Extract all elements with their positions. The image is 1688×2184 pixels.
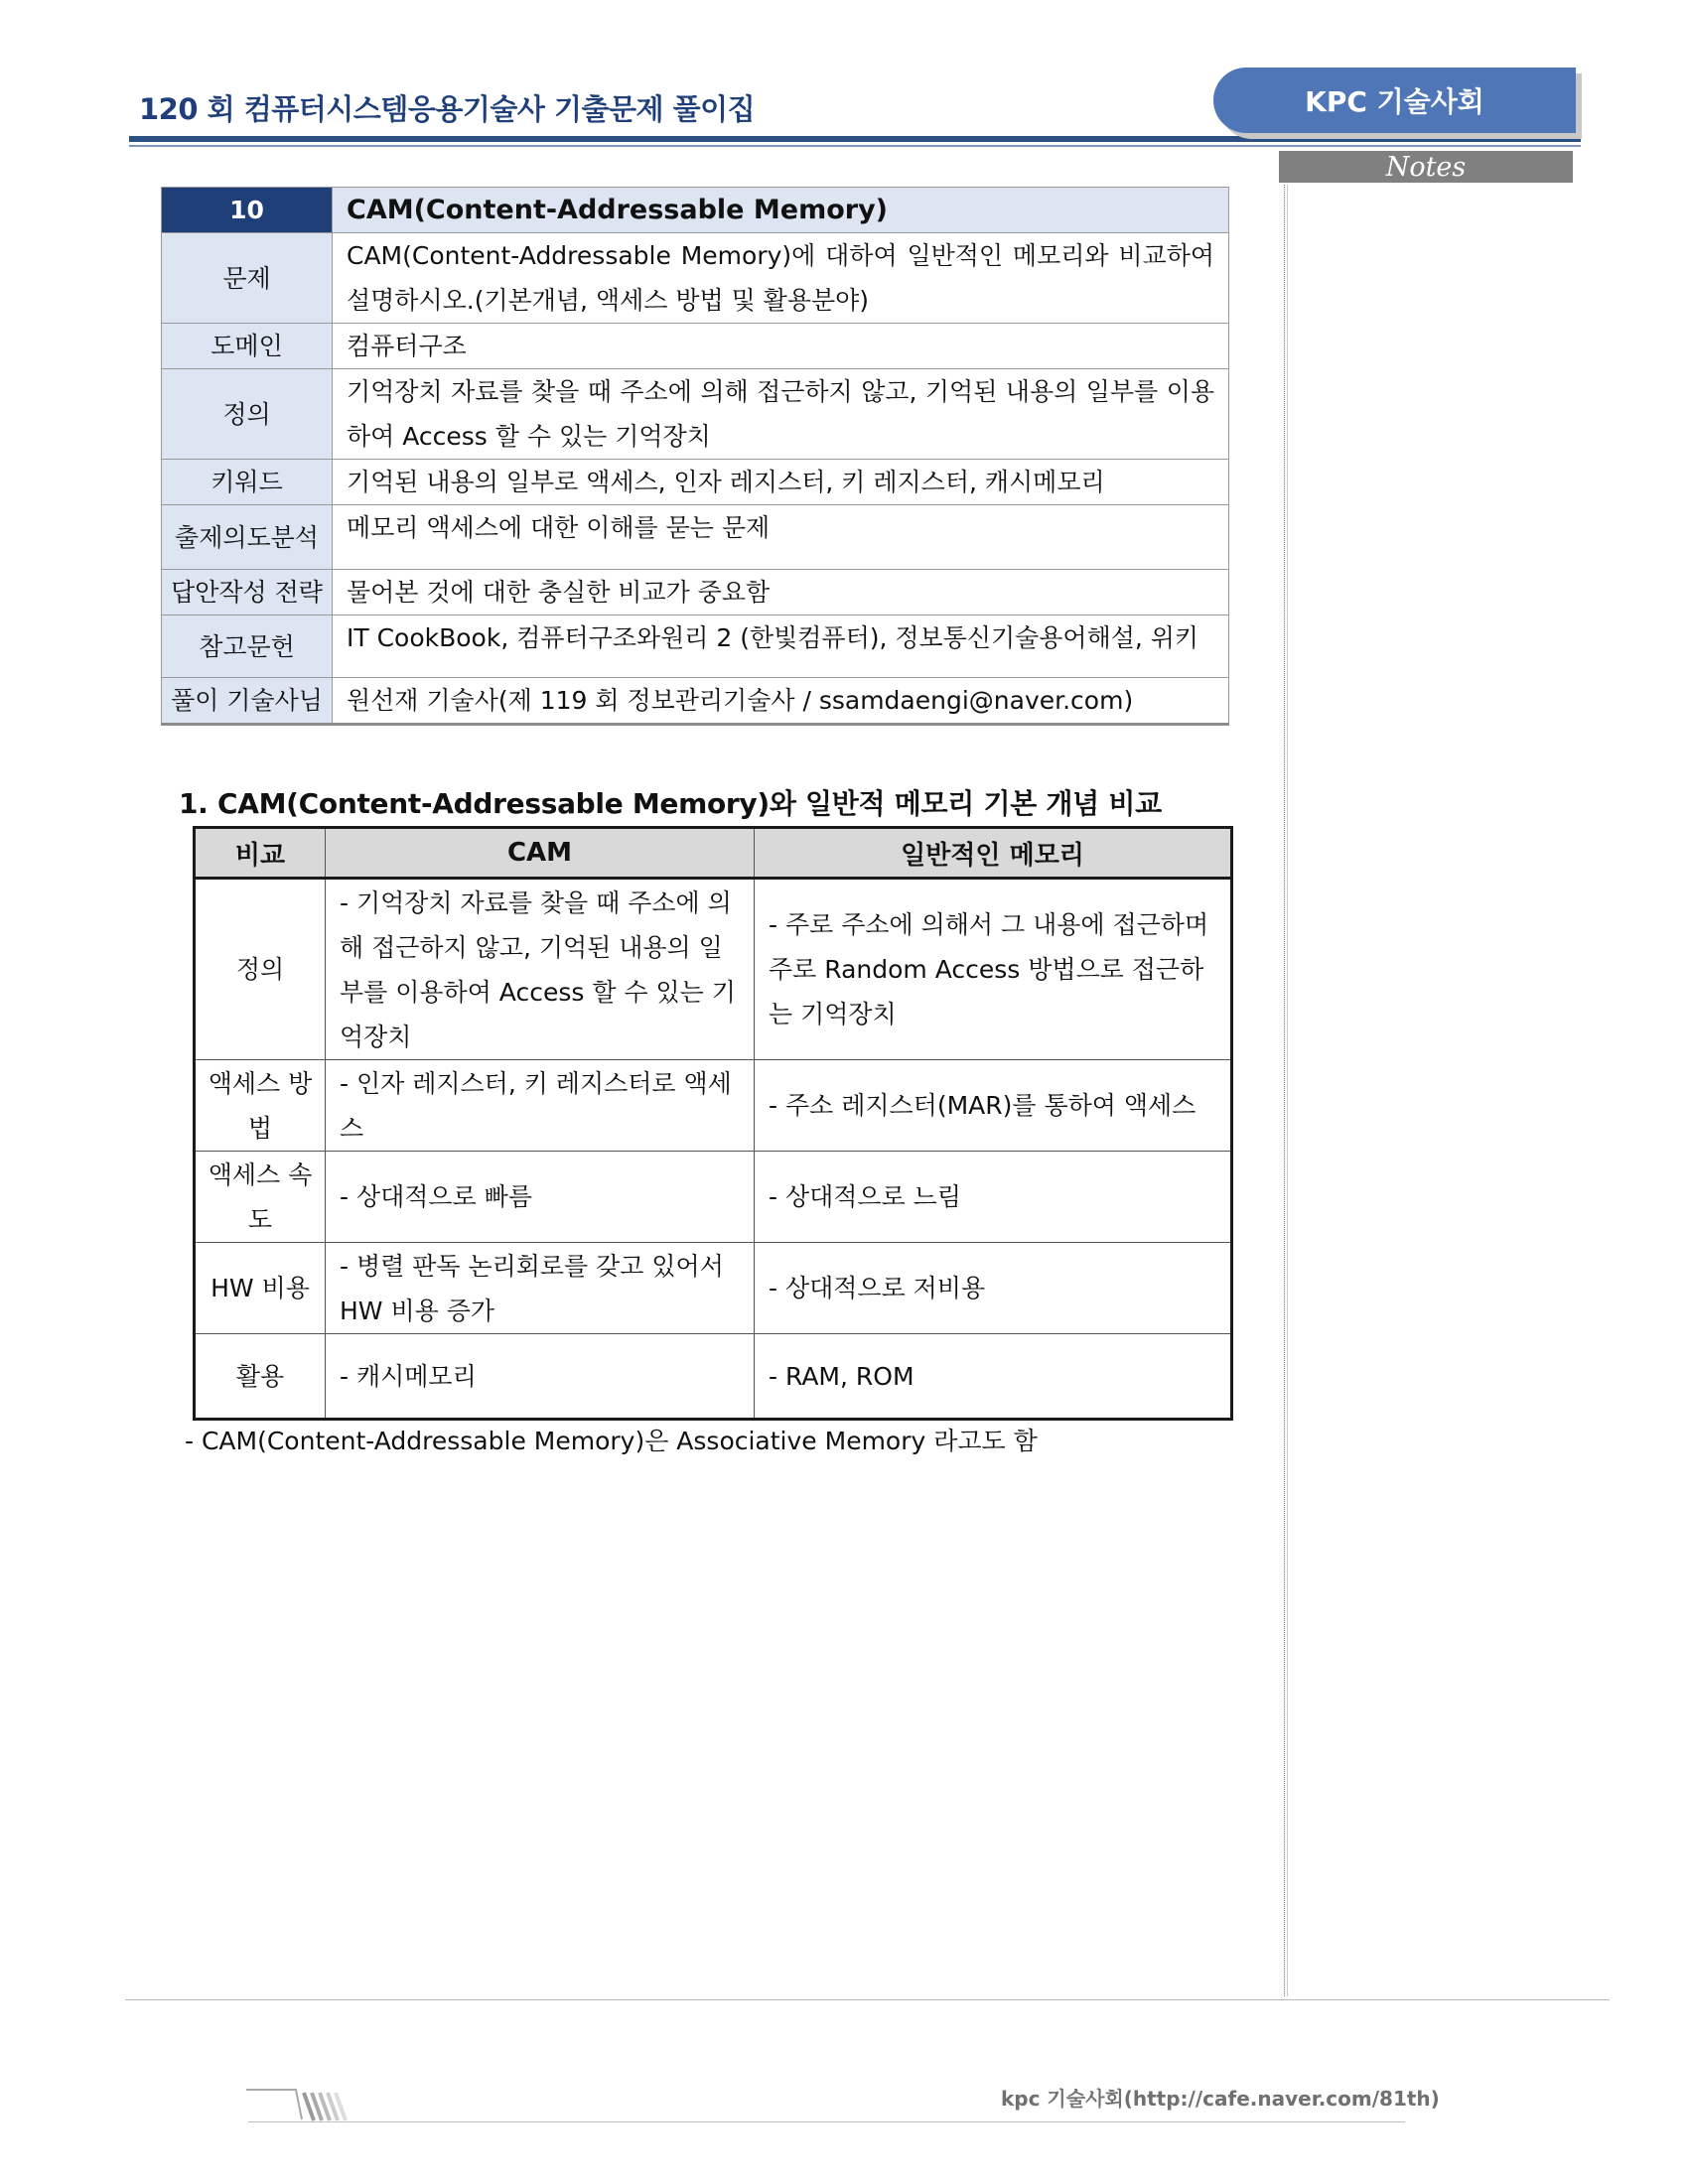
problem-topic: CAM(Content-Addressable Memory) — [333, 188, 1229, 233]
header-rule-thin — [129, 145, 1581, 147]
info-label: 키워드 — [162, 460, 333, 505]
info-value: 물어본 것에 대한 충실한 비교가 중요함 — [333, 570, 1229, 615]
notes-divider-shadow — [1287, 185, 1288, 1996]
cam-cell: - 인자 레지스터, 키 레지스터로 액세스 — [326, 1060, 755, 1152]
info-label: 정의 — [162, 369, 333, 460]
header-compare: 비교 — [195, 828, 326, 879]
info-value: 기억된 내용의 일부로 액세스, 인자 레지스터, 키 레지스터, 캐시메모리 — [333, 460, 1229, 505]
info-value: 메모리 액세스에 대한 이해를 묻는 문제 — [333, 505, 1229, 570]
kpc-badge: KPC 기술사회 — [1213, 68, 1576, 133]
info-row-strategy — [162, 570, 1229, 615]
notes-divider — [1284, 185, 1285, 1996]
memory-cell: - 주로 주소에 의해서 그 내용에 접근하며 주로 Random Access 방법으로 접근하는 기억장치 — [755, 879, 1232, 1060]
footer-rule — [248, 2121, 1405, 2122]
memory-cell: - RAM, ROM — [755, 1334, 1232, 1420]
info-label: 문제 — [162, 233, 333, 324]
info-value: 원선재 기술사(제 119 회 정보관리기술사 / ssamdaengi@naver.com) — [333, 678, 1229, 725]
cam-cell: - 기억장치 자료를 찾을 때 주소에 의해 접근하지 않고, 기억된 내용의 일부를 이용하여 Access 할 수 있는 기억장치 — [326, 879, 755, 1060]
header-memory: 일반적인 메모리 — [755, 828, 1232, 879]
row-label: 정의 — [195, 879, 326, 1060]
row-label: 활용 — [195, 1334, 326, 1420]
info-value: IT CookBook, 컴퓨터구조와원리 2 (한빛컴퓨터), 정보통신기술용어해설, 위키 — [333, 615, 1229, 678]
page-bottom-rule — [125, 1999, 1610, 2000]
cam-cell: - 병렬 판독 논리회로를 갖고 있어서 HW 비용 증가 — [326, 1243, 755, 1334]
comparison-row-access-speed — [195, 1152, 1232, 1243]
row-label: 액세스 방법 — [195, 1060, 326, 1152]
row-label: HW 비용 — [195, 1243, 326, 1334]
memory-cell: - 상대적으로 저비용 — [755, 1243, 1232, 1334]
footer-link-text: kpc 기술사회(http://cafe.naver.com/81th) — [1001, 2087, 1440, 2111]
footnote: - CAM(Content-Addressable Memory)은 Associative Memory 라고도 함 — [185, 1427, 1038, 1455]
info-header-row — [162, 188, 1229, 233]
info-label: 풀이 기술사님 — [162, 678, 333, 725]
row-label: 액세스 속도 — [195, 1152, 326, 1243]
info-row-references — [162, 615, 1229, 678]
info-label: 참고문헌 — [162, 615, 333, 678]
info-label: 도메인 — [162, 324, 333, 369]
notes-label: Notes — [1279, 151, 1573, 183]
section-heading: 1. CAM(Content-Addressable Memory)와 일반적 메모리 기본 개념 비교 — [179, 787, 1162, 820]
info-row-intent — [162, 505, 1229, 570]
info-row-question — [162, 233, 1229, 324]
comparison-row-definition — [195, 879, 1232, 1060]
info-label: 답안작성 전략 — [162, 570, 333, 615]
comparison-row-usage — [195, 1334, 1232, 1420]
info-row-author — [162, 678, 1229, 725]
memory-cell: - 주소 레지스터(MAR)를 통하여 액세스 — [755, 1060, 1232, 1152]
info-row-definition — [162, 369, 1229, 460]
info-label: 출제의도분석 — [162, 505, 333, 570]
info-value: CAM(Content-Addressable Memory)에 대하여 일반적인 메모리와 비교하여 설명하시오.(기본개념, 액세스 방법 및 활용분야) — [333, 233, 1229, 324]
memory-cell: - 상대적으로 느림 — [755, 1152, 1232, 1243]
comparison-header-row — [195, 828, 1232, 879]
comparison-row-hw-cost — [195, 1243, 1232, 1334]
problem-number: 10 — [162, 188, 333, 233]
info-value: 컴퓨터구조 — [333, 324, 1229, 369]
problem-info-table — [161, 187, 1229, 726]
footer-stripes-icon — [246, 2085, 365, 2124]
comparison-row-access-method — [195, 1060, 1232, 1152]
comparison-table — [193, 826, 1233, 1421]
info-row-keywords — [162, 460, 1229, 505]
cam-cell: - 캐시메모리 — [326, 1334, 755, 1420]
info-row-domain — [162, 324, 1229, 369]
cam-cell: - 상대적으로 빠름 — [326, 1152, 755, 1243]
info-value: 기억장치 자료를 찾을 때 주소에 의해 접근하지 않고, 기억된 내용의 일부를 이용하여 Access 할 수 있는 기억장치 — [333, 369, 1229, 460]
document-title: 120 회 컴퓨터시스템응용기술사 기출문제 풀이집 — [139, 92, 756, 126]
header-cam: CAM — [326, 828, 755, 879]
